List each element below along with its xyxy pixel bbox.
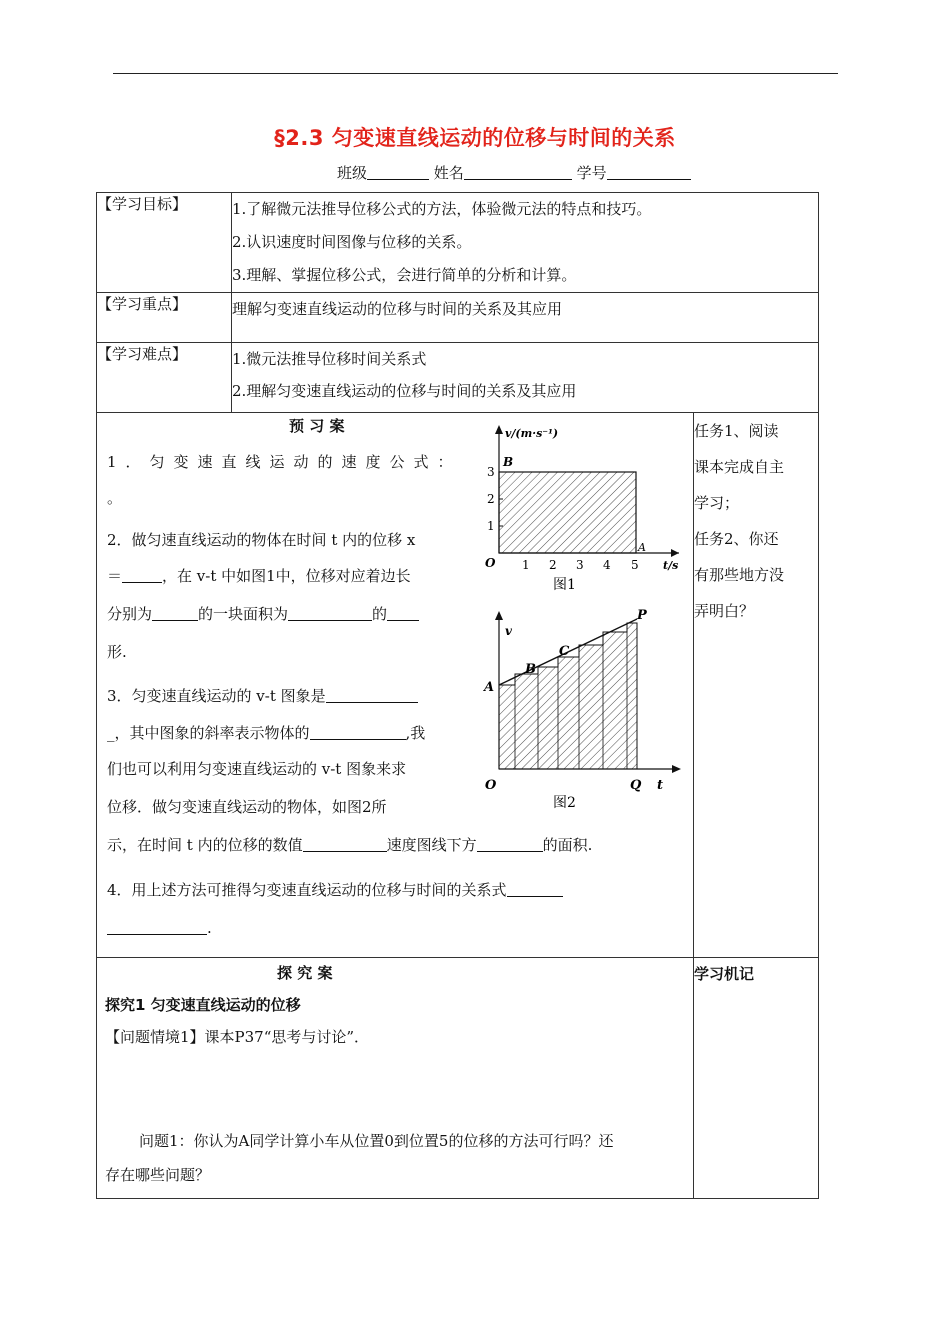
q3-line-e <box>107 834 592 855</box>
q3-text-e1: 示，在时间 t 内的位移的数值 <box>107 836 303 854</box>
name-label: 姓名 <box>433 164 464 182</box>
q3-text-e3: 的面积. <box>542 836 593 854</box>
task-1-line: 任务1、阅读 <box>694 422 779 440</box>
figure-2 <box>479 599 689 809</box>
task-2-line: 有那些地方没 <box>694 566 785 584</box>
difficulty-item: 1.微元法推导位移时间关系式 <box>232 350 427 368</box>
preview-heading: 预 习 案 <box>289 417 345 435</box>
goals-content <box>232 193 819 293</box>
q3-blank-3[interactable] <box>303 837 387 852</box>
fig1-xlabel: t/s <box>663 559 679 572</box>
q4-blank-1[interactable] <box>507 882 563 897</box>
id-label: 学号 <box>576 164 607 182</box>
goal-item: 2.认识速度时间图像与位移的关系。 <box>232 233 472 251</box>
q4-line-a <box>107 879 563 900</box>
notes-heading: 学习机记 <box>694 965 755 983</box>
page-title: §2.3 匀变速直线运动的位移与时间的关系 <box>274 126 676 150</box>
fig2-xlabel: t <box>657 778 664 793</box>
goal-item: 1.了解微元法推导位移公式的方法，体验微元法的特点和技巧。 <box>232 200 652 218</box>
q3-text-a: 3．匀变速直线运动的 v-t 图象是 <box>107 687 326 705</box>
fig2-point-b: B <box>525 662 536 677</box>
focus-label: 【学习重点】 <box>97 293 232 343</box>
explore-heading: 探 究 案 <box>277 964 333 982</box>
q2-eq: ＝ <box>107 567 123 585</box>
preview-section <box>97 413 694 958</box>
task-1-line: 课本完成自主 <box>694 458 785 476</box>
q3-blank-2[interactable] <box>310 725 406 740</box>
fig1-ytick: 1 <box>487 519 495 533</box>
q2-blank-1[interactable] <box>122 568 162 583</box>
difficulty-label: 【学习难点】 <box>97 343 232 413</box>
student-info-row <box>337 162 691 183</box>
q3-text-e2: 速度图线下方 <box>386 836 477 854</box>
explore-subheading: 探究1 匀变速直线运动的位移 <box>105 996 301 1014</box>
fig2-caption: 图2 <box>553 795 576 809</box>
fig1-area-rect <box>499 472 636 553</box>
q2-text-c2: 的一块面积为 <box>198 605 289 623</box>
explore-section <box>97 958 694 1199</box>
fig1-point-b: B <box>503 455 514 469</box>
q2-line-d: 形. <box>107 643 127 661</box>
question-1-line-a: 问题1：你认为A同学计算小车从位置0到位置5的位移的方法可行吗？还 <box>139 1132 614 1150</box>
name-blank[interactable] <box>464 165 572 180</box>
header-rule <box>113 73 838 74</box>
q4-line-b <box>107 919 212 937</box>
fig1-xtick: 2 <box>549 558 557 572</box>
q3-line-b <box>107 722 425 743</box>
q2-blank-2[interactable] <box>152 606 198 621</box>
goals-label: 【学习目标】 <box>97 193 232 293</box>
fig1-xtick: 5 <box>631 558 639 572</box>
q1-text: 1．匀变速直线运动的速度公式： <box>107 453 462 471</box>
q3-blank-1[interactable] <box>326 688 418 703</box>
q2-text-b: ，在 v-t 中如图1中，位移对应着边长 <box>162 567 411 585</box>
fig2-point-a: A <box>484 680 495 695</box>
fig2-point-p: P <box>637 608 647 623</box>
problem-situation: 【问题情境1】课本P37“思考与讨论”． <box>105 1028 370 1046</box>
q2-blank-4[interactable] <box>387 606 419 621</box>
q2-line-b <box>107 565 411 586</box>
focus-content <box>232 293 819 343</box>
fig1-point-a: A <box>638 541 646 554</box>
class-blank[interactable] <box>367 165 429 180</box>
focus-text: 理解匀变速直线运动的位移与时间的关系及其应用 <box>232 300 563 318</box>
fig2-point-q: Q <box>630 778 642 793</box>
q3-text-b2: ,我 <box>405 724 426 742</box>
fig1-ytick: 2 <box>487 492 495 506</box>
class-label: 班级 <box>337 164 368 182</box>
task-2-line: 任务2、你还 <box>694 530 779 548</box>
task-column <box>694 413 819 958</box>
fig1-xtick: 1 <box>522 558 530 572</box>
q2-line-c <box>107 603 419 624</box>
q2-blank-3[interactable] <box>288 606 372 621</box>
task-2-line: 弄明白？ <box>694 602 755 620</box>
q1-end: 。 <box>107 489 123 507</box>
question-1-line-b: 存在哪些问题？ <box>105 1166 211 1184</box>
goal-item: 3.理解、掌握位移公式，会进行简单的分析和计算。 <box>232 266 577 284</box>
q3-line-c: 们也可以利用匀变速直线运动的 v-t 图象来求 <box>107 760 407 778</box>
fig1-xtick: 4 <box>603 558 611 572</box>
q4-end: . <box>207 919 212 937</box>
id-blank[interactable] <box>607 165 691 180</box>
q2-text-c3: 的 <box>372 605 388 623</box>
q4-blank-2[interactable] <box>107 920 207 935</box>
fig2-point-c: C <box>559 644 570 659</box>
q2-text-c1: 分别为 <box>107 605 153 623</box>
fig1-origin: O <box>485 556 496 570</box>
fig1-ylabel: v/(m·s⁻¹) <box>505 427 559 440</box>
fig1-xtick: 3 <box>576 558 584 572</box>
figure-1 <box>481 421 691 601</box>
q3-line-a <box>107 685 418 706</box>
fig1-ytick: 3 <box>487 465 495 479</box>
fig1-caption: 图1 <box>553 577 576 593</box>
q3-line-d: 位移．做匀变速直线运动的物体，如图2所 <box>107 798 387 816</box>
fig2-ylabel: v <box>505 624 512 638</box>
q4-text: 4．用上述方法可推得匀变速直线运动的位移与时间的关系式 <box>107 881 507 899</box>
q3-text-b1: _，其中图象的斜率表示物体的 <box>107 724 310 742</box>
study-table <box>96 192 819 1199</box>
fig2-origin: O <box>485 778 497 793</box>
task-1-line: 学习； <box>694 494 740 512</box>
difficulty-item: 2.理解匀变速直线运动的位移与时间的关系及其应用 <box>232 382 577 400</box>
q3-blank-4[interactable] <box>477 837 543 852</box>
difficulty-content <box>232 343 819 413</box>
q2-line-a: 2．做匀速直线运动的物体在时间 t 内的位移 x <box>107 531 416 549</box>
notes-column <box>694 958 819 1199</box>
